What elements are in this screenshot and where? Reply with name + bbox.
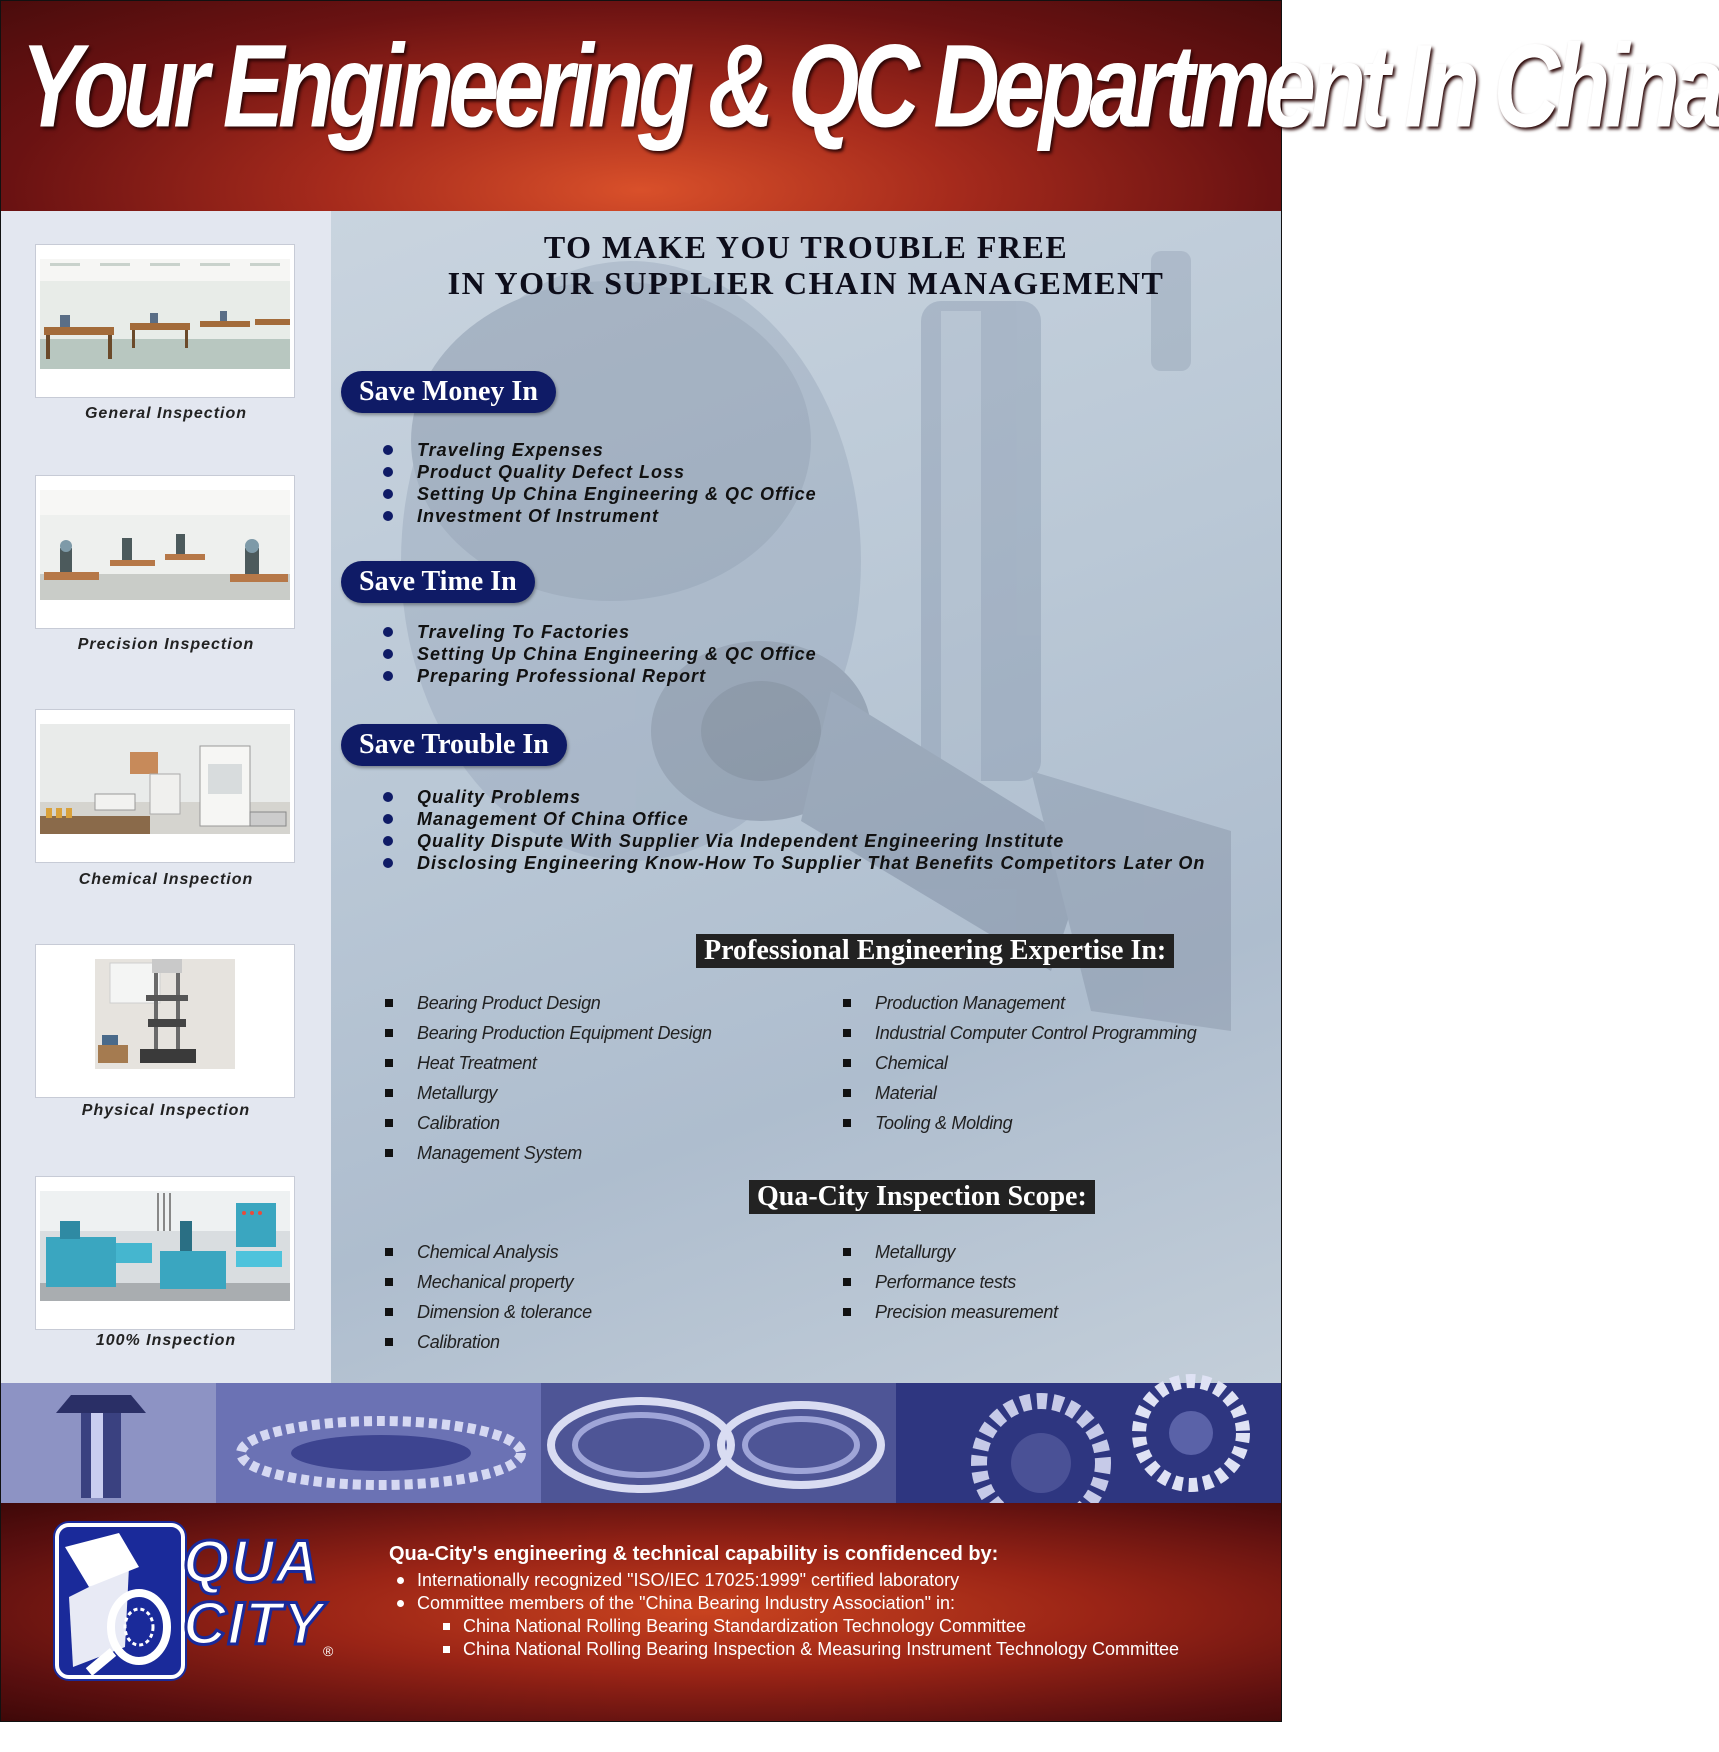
list-item: Traveling To Factories: [383, 621, 817, 643]
caption-precision-inspection: Precision Inspection: [77, 636, 255, 653]
list-item: Metallurgy: [843, 1237, 1058, 1267]
photo-general-inspection: [35, 244, 295, 398]
photo-physical-inspection: [35, 944, 295, 1098]
list-item: Traveling Expenses: [383, 439, 817, 461]
bearing-gear-image-strip: [1, 1383, 1281, 1503]
list-item: Preparing Professional Report: [383, 665, 817, 687]
bearing-gear-image: [1, 1383, 1281, 1503]
scope-list-left: [385, 1237, 592, 1357]
page-title: Your Engineering & QC Department In China: [21, 21, 1719, 153]
list-item: Bearing Product Design: [385, 988, 712, 1018]
list-item: Bearing Production Equipment Design: [385, 1018, 712, 1048]
list-item: China National Rolling Bearing Standardization Technology Committee: [439, 1615, 1179, 1638]
header-banner: [1, 1, 1719, 211]
physical-inspection-image: [40, 959, 290, 1069]
caption-physical-inspection: Physical Inspection: [81, 1102, 251, 1119]
list-item: Production Management: [843, 988, 1196, 1018]
photo-100-inspection: [35, 1176, 295, 1330]
list-item: Calibration: [385, 1327, 592, 1357]
registered-mark: ®: [323, 1643, 334, 1659]
list-item: Committee members of the "China Bearing Industry Association" in:: [393, 1592, 959, 1615]
list-item: Performance tests: [843, 1267, 1058, 1297]
scope-title: Qua-City Inspection Scope:: [749, 1180, 1095, 1214]
main-content: [331, 211, 1281, 1383]
save-time-list: [383, 621, 817, 687]
magnifier-bearing-icon: [59, 1527, 181, 1675]
full-inspection-image: [40, 1191, 290, 1301]
list-item: Internationally recognized "ISO/IEC 17025:1999" certified laboratory: [393, 1569, 959, 1592]
list-item: Quality Dispute With Supplier Via Independent Engineering Institute: [383, 830, 1205, 852]
qua-city-logo-emblem: [55, 1523, 185, 1679]
footer-list: [393, 1569, 959, 1615]
list-item: Quality Problems: [383, 786, 1205, 808]
save-trouble-title: Save Trouble In: [341, 724, 567, 766]
list-item: China National Rolling Bearing Inspection & Measuring Instrument Technology Committee: [439, 1638, 1179, 1661]
logo-text-qua: QUA: [183, 1528, 320, 1595]
footer: [1, 1503, 1281, 1721]
list-item: Setting Up China Engineering & QC Office: [383, 643, 817, 665]
chemical-inspection-image: [40, 724, 290, 834]
photo-precision-inspection: [35, 475, 295, 629]
list-item: Material: [843, 1078, 1196, 1108]
list-item: Heat Treatment: [385, 1048, 712, 1078]
list-item: Precision measurement: [843, 1297, 1058, 1327]
list-item: Mechanical property: [385, 1267, 592, 1297]
precision-inspection-image: [40, 490, 290, 600]
save-time-title: Save Time In: [341, 561, 535, 603]
caption-chemical-inspection: Chemical Inspection: [78, 871, 254, 888]
logo-text-city: CITY: [183, 1590, 324, 1657]
general-inspection-image: [40, 259, 290, 369]
list-item: Product Quality Defect Loss: [383, 461, 817, 483]
photo-sidebar: [1, 211, 331, 1383]
expertise-title: Professional Engineering Expertise In:: [696, 934, 1174, 968]
tagline-line-2: IN YOUR SUPPLIER CHAIN MANAGEMENT: [447, 265, 1165, 301]
tagline-line-1: TO MAKE YOU TROUBLE FREE: [543, 229, 1069, 265]
list-item: Tooling & Molding: [843, 1108, 1196, 1138]
expertise-list-right: [843, 988, 1196, 1138]
expertise-list-left: [385, 988, 712, 1168]
list-item: Setting Up China Engineering & QC Office: [383, 483, 817, 505]
save-money-title: Save Money In: [341, 371, 556, 413]
list-item: Management System: [385, 1138, 712, 1168]
list-item: Management Of China Office: [383, 808, 1205, 830]
list-item: Disclosing Engineering Know-How To Supplier That Benefits Competitors Later On: [383, 852, 1205, 874]
list-item: Chemical: [843, 1048, 1196, 1078]
caption-general-inspection: General Inspection: [84, 405, 248, 422]
caption-100-inspection: 100% Inspection: [95, 1332, 237, 1349]
photo-chemical-inspection: [35, 709, 295, 863]
list-item: Investment Of Instrument: [383, 505, 817, 527]
list-item: Dimension & tolerance: [385, 1297, 592, 1327]
save-trouble-list: [383, 786, 1205, 874]
list-item: Industrial Computer Control Programming: [843, 1018, 1196, 1048]
footer-sub-list: [439, 1615, 1179, 1661]
scope-list-right: [843, 1237, 1058, 1327]
list-item: Chemical Analysis: [385, 1237, 592, 1267]
footer-heading: Qua-City's engineering & technical capability is confidenced by:: [389, 1543, 999, 1565]
save-money-list: [383, 439, 817, 527]
list-item: Calibration: [385, 1108, 712, 1138]
list-item: Metallurgy: [385, 1078, 712, 1108]
tagline: [331, 229, 1281, 301]
